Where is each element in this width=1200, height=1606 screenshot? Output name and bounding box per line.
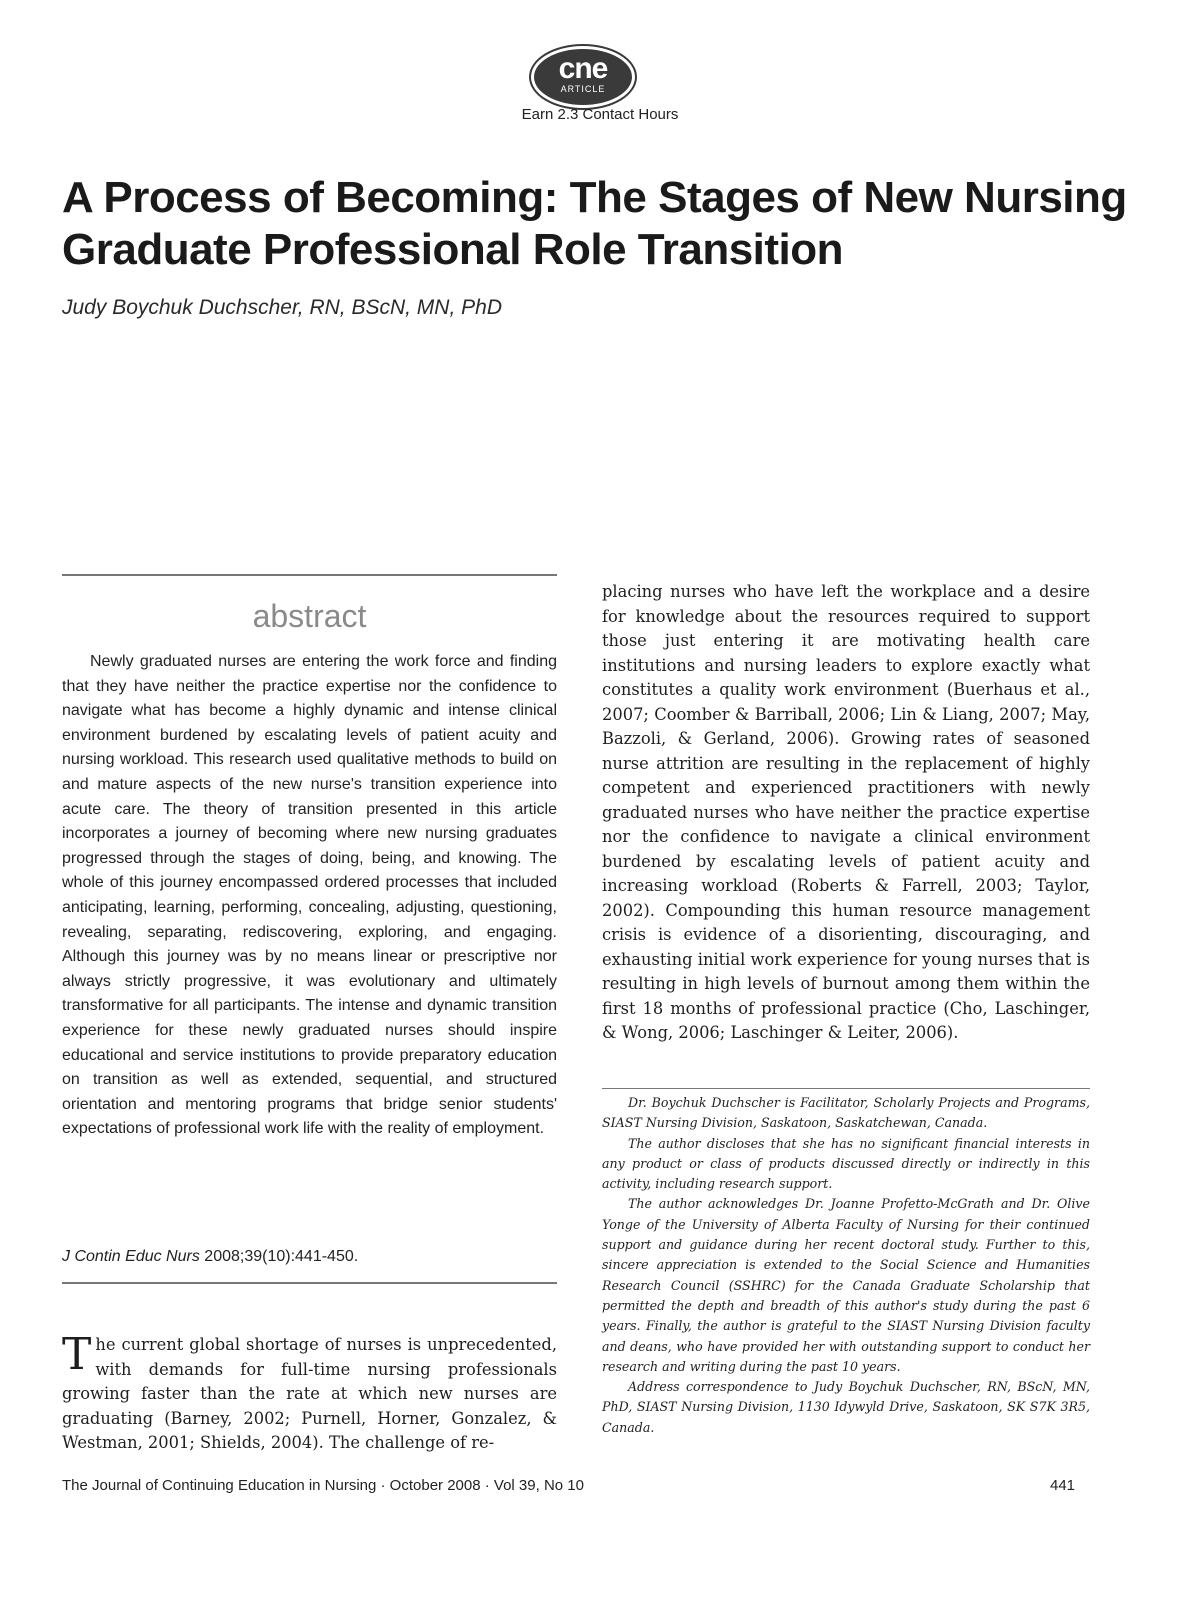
intro-text: he current global shortage of nurses is unprecedented, with demands for full-time nursing professionals growing faster than the rate at which new nurses are graduating (Barney, 2002; Purnell, Horner, Gonzalez, & Westman, 2001; Shields, 2004). The challenge of re- bbox=[62, 1335, 557, 1452]
notes-rule bbox=[602, 1088, 1090, 1089]
citation-journal: J Contin Educ Nurs bbox=[62, 1248, 200, 1265]
note-disclosure: The author discloses that she has no significant financial interests in any product or class of products discussed directly or indirectly in this activity, including research support. bbox=[602, 1135, 1090, 1192]
abstract-citation bbox=[62, 1248, 358, 1266]
article-title: A Process of Becoming: The Stages of New Nursing Graduate Professional Role Transition bbox=[62, 173, 1127, 274]
contact-hours: Earn 2.3 Contact Hours bbox=[521, 106, 679, 123]
cne-article-badge bbox=[531, 46, 635, 108]
page-number: 441 bbox=[1050, 1477, 1076, 1494]
abstract-body: Newly graduated nurses are entering the work force and finding that they have neither the practice expertise nor the confidence to navigate what has become a highly dynamic and intense clinical environment burdened by escalating levels of patient acuity and nursing workload. This research used qualitative methods to build on and mature aspects of the new nurse's transition experience into acute care. The theory of transition presented in this article incorporates a journey of becoming where new nursing graduates progressed through the stages of doing, being, and knowing. The whole of this journey encompassed ordered processes that included anticipating, learning, performing, concealing, adjusting, questioning, revealing, separating, rediscovering, exploring, and engaging. Although this journey was by no means linear or prescriptive nor always strictly progressive, it was evolutionary and ultimately transformative for all participants. The intense and dynamic transition experience for these newly graduated nurses should inspire educational and service institutions to provide preparatory education on transition as well as extended, sequential, and structured orientation and mentoring programs that bridge senior students' expectations of professional work life with the reality of employment. bbox=[62, 653, 557, 1138]
note-affiliation: Dr. Boychuk Duchscher is Facilitator, Scholarly Projects and Programs, SIAST Nursing Division, Saskatoon, Saskatchewan, Canada. bbox=[602, 1095, 1090, 1131]
intro-paragraph bbox=[62, 1329, 557, 1456]
journal-footer: The Journal of Continuing Education in Nursing · October 2008 · Vol 39, No 10 bbox=[62, 1477, 584, 1494]
badge-sub-text: ARTICLE bbox=[560, 84, 606, 94]
note-acknowledgement: The author acknowledges Dr. Joanne Profetto-McGrath and Dr. Olive Yonge of the University of Alberta Faculty of Nursing for their continued support and guidance during her recent doctoral study. Further to this, sincere appreciation is extended to the Social Science and Humanities Research Council (SSHRC) for the Canada Graduate Scholarship that permitted the depth and breadth of this author's study during the past 6 years. Finally, the author is grateful to the SIAST Nursing Division faculty and deans, who have provided her with outstanding support to conduct her research and writing during the past 10 years. bbox=[602, 1196, 1090, 1374]
body-column-2: placing nurses who have left the workplace and a desire for knowledge about the resources required to support those just entering it are motivating health care institutions and nursing leaders to explore exactly what constitutes a quality work environment (Buerhaus et al., 2007; Coomber & Barriball, 2006; Lin & Liang, 2007; May, Bazzoli, & Gerland, 2006). Growing rates of seasoned nurse attrition are resulting in the replacement of highly competent and experienced practitioners with newly graduated nurses who have neither the practice expertise nor the confidence to navigate a clinical environment burdened by escalating levels of patient acuity and increasing workload (Roberts & Farrell, 2003; Taylor, 2002). Compounding this human resource management crisis is evidence of a disorienting, discouraging, and exhausting initial work experience for young nurses that is resulting in high levels of burnout among them within the first 18 months of professional practice (Cho, Laschinger, & Wong, 2006; Laschinger & Leiter, 2006). bbox=[602, 582, 1090, 1042]
author-notes bbox=[602, 1093, 1090, 1438]
abstract-top-rule bbox=[62, 574, 557, 576]
drop-cap: T bbox=[62, 1329, 92, 1380]
citation-details: 2008;39(10):441-450. bbox=[199, 1248, 359, 1265]
abstract-bottom-rule bbox=[62, 1282, 557, 1284]
note-correspondence: Address correspondence to Judy Boychuk Duchscher, RN, BScN, MN, PhD, SIAST Nursing Division, 1130 Idywyld Drive, Saskatoon, SK S7K 3R5, Canada. bbox=[602, 1379, 1090, 1435]
author-line: Judy Boychuk Duchscher, RN, BScN, MN, PhD bbox=[62, 296, 502, 319]
badge-main-text: cne bbox=[558, 52, 608, 85]
abstract-heading: abstract bbox=[252, 598, 367, 634]
